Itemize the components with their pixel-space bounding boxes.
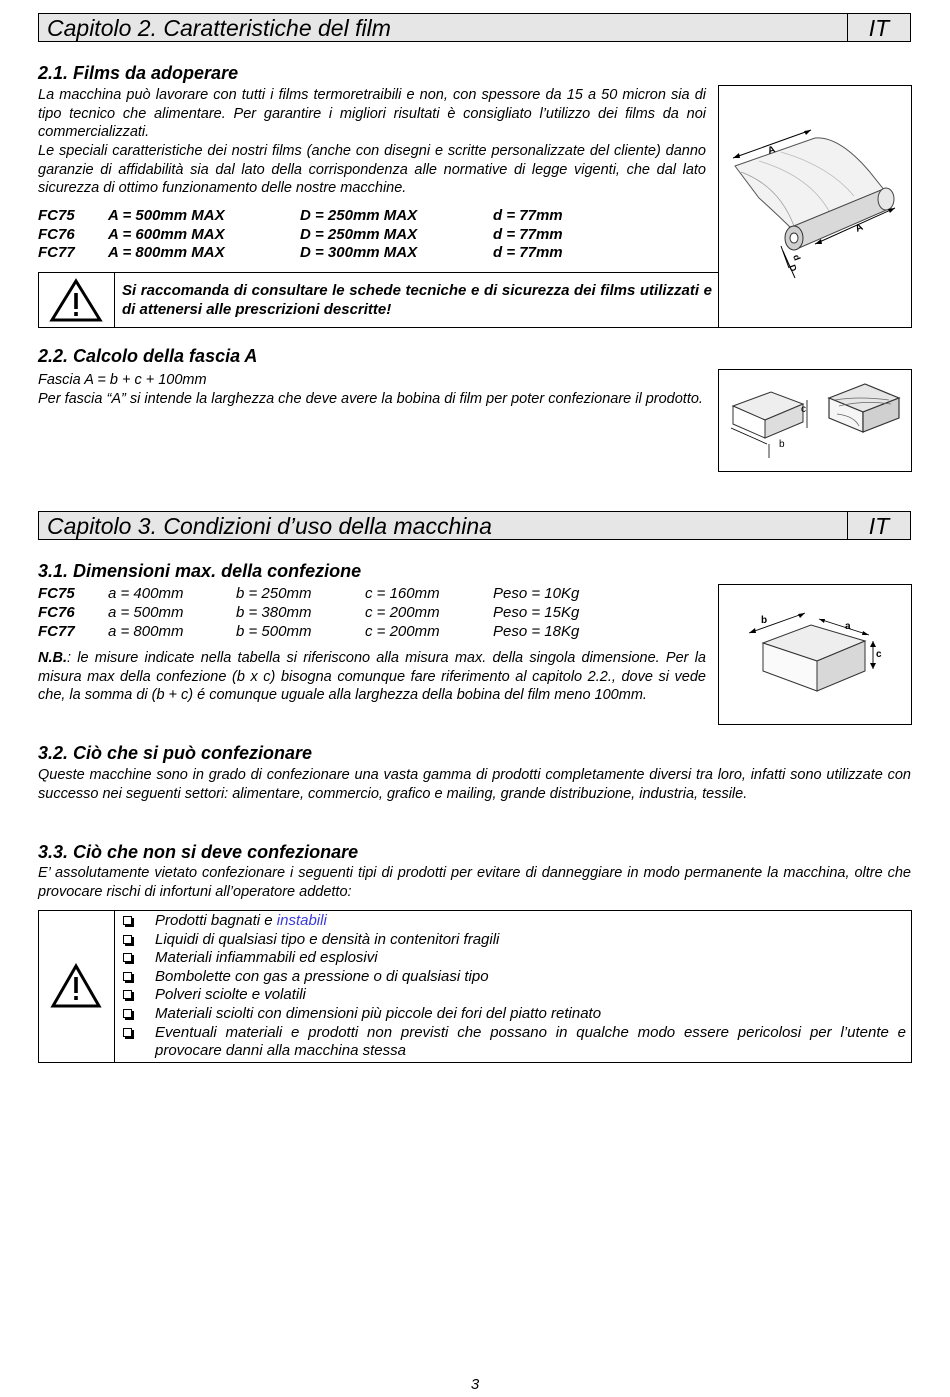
spec-outer-diameter: D = 250mm MAX — [300, 225, 418, 243]
spec-model: FC77 — [38, 244, 75, 262]
checkbox-bullet-icon — [123, 935, 132, 944]
dim-model: FC77 — [38, 623, 75, 640]
chapter-3-header — [38, 511, 911, 540]
label-c: c — [801, 404, 806, 415]
section-2-2-paragraph: Per fascia “A” si intende la larghezza che deve avere la bobina di film per poter confezionare il prodotto. — [38, 391, 703, 407]
list-item — [123, 1005, 906, 1024]
list-item — [123, 912, 906, 931]
list-item — [123, 968, 906, 987]
spec-width: A = 600mm MAX — [108, 225, 225, 243]
label-A-top: A — [766, 144, 777, 157]
dim-a: a = 800mm — [108, 623, 184, 640]
dim-weight: Peso = 15Kg — [493, 604, 580, 621]
chapter-2-header — [38, 13, 911, 42]
label-D: D — [787, 263, 799, 273]
label-b: b — [779, 439, 785, 450]
label-d: d — [791, 253, 803, 262]
label-c: c — [876, 649, 882, 660]
nb-text: : le misure indicate nella tabella si riferiscono alla misura max. della singola dimensione. Per la misura max della confezione (b x c) bisogna comunque fare riferimento al capitolo 2.2., dove si vede che, la somma di (b + c) é comunque uguale alla larghezza della bobina del film meno 100mm. — [38, 650, 706, 704]
film-warning-text: Si raccomanda di consultare le schede tecniche e di sicurezza dei films utilizzati e di attenersi alle prescrizioni descritte! — [122, 282, 712, 318]
dim-a: a = 500mm — [108, 604, 184, 621]
list-item-text: Prodotti bagnati e — [155, 912, 277, 929]
list-item-text: Polveri sciolte e volatili — [155, 986, 306, 1004]
list-item-text: Bombolette con gas a pressione o di qualsiasi tipo — [155, 967, 489, 985]
section-3-1-heading: 3.1. Dimensioni max. della confezione — [38, 561, 362, 581]
chapter-3-title: Capitolo 3. Condizioni d’uso della macchina — [47, 513, 492, 539]
forbidden-products-box — [38, 910, 912, 1063]
checkbox-bullet-icon — [123, 990, 132, 999]
dim-c: c = 200mm — [365, 623, 440, 640]
spec-model: FC76 — [38, 225, 75, 243]
dim-b: b = 380mm — [236, 604, 312, 621]
film-roll-illustration — [719, 86, 911, 327]
dim-c: c = 160mm — [365, 585, 440, 602]
list-item — [123, 931, 906, 950]
checkbox-bullet-icon — [123, 916, 132, 925]
section-3-1-note — [38, 649, 706, 705]
warning-icon — [39, 273, 114, 327]
forbidden-products-list — [123, 912, 906, 1061]
spec-core-diameter: d = 77mm — [493, 225, 563, 243]
section-3-2-heading: 3.2. Ciò che si può confezionare — [38, 743, 313, 763]
checkbox-bullet-icon — [123, 953, 132, 962]
dim-model: FC76 — [38, 604, 75, 621]
spec-core-diameter: d = 77mm — [493, 244, 563, 262]
chapter-3-lang: IT — [847, 512, 910, 539]
spec-width: A = 500mm MAX — [108, 207, 225, 224]
spec-model: FC75 — [38, 207, 75, 224]
section-2-2-heading: 2.2. Calcolo della fascia A — [38, 346, 258, 366]
section-2-1-paragraph-2: Le speciali caratteristiche dei nostri films (anche con disegni e scritte personalizzate del cliente) danno garanzie di affidabilità sia dal lato della corrispondenza alle normative di legge vigenti, che dal lato sicurezza di ottimo funzionamento delle nostre macchine. — [38, 143, 706, 197]
package-illustration — [719, 370, 911, 471]
section-3-2-paragraph: Queste macchine sono in grado di confezionare una vasta gamma di prodotti completamente diversi tra loro, infatti sono utilizzate con successo nei seguenti settori: alimentare, commercio, grafico e mailing, grande distribuzione, industria, tessile. — [38, 767, 911, 802]
label-a: a — [845, 621, 851, 632]
box-dimensions-illustration — [719, 585, 911, 724]
page-number: 3 — [470, 1376, 480, 1393]
list-item-text: Materiali infiammabili ed esplosivi — [155, 949, 378, 967]
dim-b: b = 250mm — [236, 585, 312, 602]
warning-icon-cell — [39, 273, 115, 327]
package-dimensions-figure — [718, 584, 912, 725]
list-item-text: Eventuali materiali e prodotti non previsti che possano in qualche modo essere pericolosi per l’utente e provocare danni alla macchina stessa — [155, 1023, 906, 1060]
label-b: b — [761, 615, 768, 626]
dim-c: c = 200mm — [365, 604, 440, 621]
section-2-2-formula: Fascia A = b + c + 100mm — [38, 372, 207, 388]
list-item-text: Liquidi di qualsiasi tipo e densità in contenitori fragili — [155, 930, 500, 948]
spec-width: A = 800mm MAX — [108, 244, 225, 262]
warning-icon-cell — [39, 911, 115, 1062]
list-item — [123, 949, 906, 968]
checkbox-bullet-icon — [123, 1009, 132, 1018]
spec-outer-diameter: D = 250mm MAX — [300, 207, 418, 224]
dim-a: a = 400mm — [108, 585, 184, 602]
section-3-3-paragraph: E’ assolutamente vietato confezionare i seguenti tipi di prodotti per evitare di danneggiare in modo permanente la macchina, oltre che provocare rischi di infortuni all’operatore addetto: — [38, 865, 911, 900]
nb-label: N.B. — [38, 650, 67, 666]
list-item — [123, 986, 906, 1005]
dim-b: b = 500mm — [236, 623, 312, 640]
spec-core-diameter: d = 77mm — [493, 207, 563, 224]
chapter-2-lang: IT — [847, 14, 910, 41]
warning-icon — [39, 911, 114, 1062]
list-item-text: Materiali sciolti con dimensioni più piccole dei fori del piatto retinato — [155, 1004, 602, 1022]
film-roll-figure — [718, 85, 912, 328]
film-warning-box — [38, 272, 720, 328]
spec-outer-diameter: D = 300mm MAX — [300, 244, 418, 262]
dim-weight: Peso = 10Kg — [493, 585, 580, 602]
checkbox-bullet-icon — [123, 1028, 132, 1037]
label-A-side: A — [853, 221, 865, 235]
section-2-1-paragraph-1: La macchina può lavorare con tutti i films termoretraibili e non, con spessore da 15 a 50 micron sia di tipo tecnico che alimentare. Per garantire i migliori risultati è consigliato l’utilizzo dei films da noi commercializzati. — [38, 87, 706, 141]
chapter-2-title: Capitolo 2. Caratteristiche del film — [47, 15, 391, 41]
section-3-3-heading: 3.3. Ciò che non si deve confezionare — [38, 842, 359, 862]
dim-model: FC75 — [38, 585, 75, 602]
section-2-1-heading: 2.1. Films da adoperare — [38, 63, 239, 83]
dim-weight: Peso = 18Kg — [493, 623, 580, 640]
list-item-highlight: instabili — [276, 912, 327, 929]
fascia-figure — [718, 369, 912, 472]
checkbox-bullet-icon — [123, 972, 132, 981]
list-item — [123, 1024, 906, 1061]
